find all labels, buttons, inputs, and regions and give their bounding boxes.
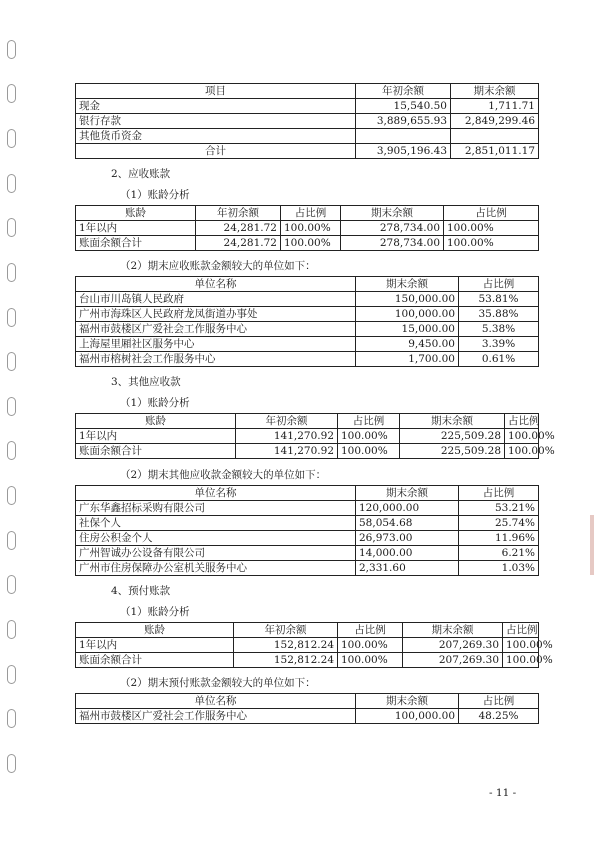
header-cell: 占比例 — [459, 277, 539, 292]
section-heading: 4、预付账款 — [111, 585, 171, 597]
header-cell: 占比例 — [459, 694, 539, 709]
cell: 6.21% — [459, 546, 539, 561]
binder-hole — [7, 575, 16, 594]
cell: 100.00% — [444, 236, 539, 251]
cell: 150,000.00 — [356, 292, 459, 307]
cell: 上海屋里厢社区服务中心 — [76, 337, 356, 352]
cell: 广东华鑫招标采购有限公司 — [76, 501, 356, 516]
cell: 社保个人 — [76, 516, 356, 531]
cell: 100.00% — [444, 221, 539, 236]
cell: 3,889,655.93 — [356, 114, 451, 129]
cell — [451, 129, 539, 144]
table-header-row — [76, 277, 539, 292]
header-cell: 期末余额 — [356, 486, 459, 501]
cell: 14,000.00 — [356, 546, 459, 561]
cell: 其他货币资金 — [76, 129, 356, 144]
document-page — [75, 83, 555, 724]
cell: 24,281.72 — [196, 236, 281, 251]
cell: 58,054.68 — [356, 516, 459, 531]
table-row — [76, 322, 539, 337]
cell: 0.61% — [459, 352, 539, 367]
binder-hole — [7, 441, 16, 460]
binder-hole — [7, 620, 16, 639]
table-row — [76, 444, 539, 459]
header-cell: 期末余额 — [356, 277, 459, 292]
table-row — [76, 501, 539, 516]
cell: 100.00% — [503, 638, 539, 653]
cell: 100.00% — [505, 429, 539, 444]
cell: 广州市住房保障办公室机关服务中心 — [76, 561, 356, 576]
header-cell: 单位名称 — [76, 486, 356, 501]
cell: 141,270.92 — [236, 429, 338, 444]
cell: 152,812.24 — [234, 638, 338, 653]
cell: 25.74% — [459, 516, 539, 531]
table-row — [76, 429, 539, 444]
cell: 225,509.28 — [400, 444, 505, 459]
header-cell: 年初余额 — [234, 623, 338, 638]
cell: 1年以内 — [76, 221, 196, 236]
cell: 278,734.00 — [341, 236, 444, 251]
cell: 100,000.00 — [356, 307, 459, 322]
cash-table — [75, 83, 539, 159]
cell: 合计 — [76, 144, 356, 159]
section-heading: 2、应收账款 — [111, 168, 171, 180]
subsection-heading: （1）账龄分析 — [120, 397, 190, 409]
cell: 1年以内 — [76, 638, 234, 653]
cell: 24,281.72 — [196, 221, 281, 236]
cell: 银行存款 — [76, 114, 356, 129]
table-header-row — [76, 694, 539, 709]
cell: 100,000.00 — [356, 709, 459, 724]
other-receivables-aging-table — [75, 413, 555, 459]
cell: 11.96% — [459, 531, 539, 546]
binder-hole — [7, 218, 16, 237]
binder-hole — [7, 352, 16, 371]
cell: 账面余额合计 — [76, 653, 234, 668]
header-cell: 年初余额 — [196, 206, 281, 221]
table-row — [76, 292, 539, 307]
prepayments-aging-table — [75, 622, 553, 668]
header-cell: 账龄 — [76, 623, 234, 638]
table-row — [76, 561, 539, 576]
section-heading: 3、其他应收款 — [111, 376, 181, 388]
cell: 1,711.71 — [451, 99, 539, 114]
cell: 福州市鼓楼区广爱社会工作服务中心 — [76, 322, 356, 337]
table-header-row — [76, 486, 539, 501]
cell: 15,540.50 — [356, 99, 451, 114]
receivables-units-table — [75, 276, 539, 367]
cell: 台山市川岛镇人民政府 — [76, 292, 356, 307]
cell: 福州市鼓楼区广爱社会工作服务中心 — [76, 709, 356, 724]
cell: 53.81% — [459, 292, 539, 307]
cell: 35.88% — [459, 307, 539, 322]
cell: 100.00% — [338, 444, 400, 459]
cell: 账面余额合计 — [76, 236, 196, 251]
header-cell: 项目 — [76, 84, 356, 99]
header-cell: 期末余额 — [400, 414, 505, 429]
cell: 100.00% — [338, 653, 403, 668]
header-cell: 占比例 — [338, 414, 400, 429]
cell: 广州市海珠区人民政府龙凤街道办事处 — [76, 307, 356, 322]
header-cell: 期末余额 — [356, 694, 459, 709]
prepayments-units-table — [75, 693, 539, 724]
table-row — [76, 546, 539, 561]
table-row — [76, 236, 539, 251]
table-row — [76, 352, 539, 367]
header-cell: 占比例 — [505, 414, 539, 429]
subsection-heading: （2）期末预付账款金额较大的单位如下： — [120, 677, 316, 689]
cell: 26,973.00 — [356, 531, 459, 546]
cell: 100.00% — [505, 444, 539, 459]
header-cell: 期末余额 — [403, 623, 503, 638]
header-cell: 占比例 — [503, 623, 539, 638]
table-header-row — [76, 414, 539, 429]
cell: 100.00% — [503, 653, 539, 668]
table-row — [76, 99, 539, 114]
cell: 225,509.28 — [400, 429, 505, 444]
cell: 1,700.00 — [356, 352, 459, 367]
cell: 100.00% — [338, 429, 400, 444]
binder-hole — [7, 40, 16, 59]
binder-hole — [7, 174, 16, 193]
binder-hole — [7, 397, 16, 416]
table-row — [76, 307, 539, 322]
cell: 3,905,196.43 — [356, 144, 451, 159]
subsection-heading: （1）账龄分析 — [120, 606, 190, 618]
cell: 5.38% — [459, 322, 539, 337]
table-row — [76, 516, 539, 531]
cell: 2,849,299.46 — [451, 114, 539, 129]
binder-hole — [7, 709, 16, 728]
header-cell: 账龄 — [76, 414, 236, 429]
cell: 3.39% — [459, 337, 539, 352]
cell: 1.03% — [459, 561, 539, 576]
table-row — [76, 709, 539, 724]
binder-hole — [7, 129, 16, 148]
table-row — [76, 129, 539, 144]
cell: 278,734.00 — [341, 221, 444, 236]
binder-hole — [7, 754, 16, 773]
header-cell: 占比例 — [338, 623, 403, 638]
binder-hole — [7, 308, 16, 327]
cell: 账面余额合计 — [76, 444, 236, 459]
cell: 152,812.24 — [234, 653, 338, 668]
subsection-heading: （2）期末其他应收款金额较大的单位如下： — [120, 469, 327, 481]
cell: 15,000.00 — [356, 322, 459, 337]
table-header-row — [76, 206, 539, 221]
table-row — [76, 114, 539, 129]
header-cell: 年初余额 — [236, 414, 338, 429]
binder-hole — [7, 486, 16, 505]
header-cell: 期末余额 — [341, 206, 444, 221]
scan-edge-mark — [590, 515, 594, 575]
table-row — [76, 337, 539, 352]
cell: 141,270.92 — [236, 444, 338, 459]
table-header-row — [76, 623, 539, 638]
header-cell: 占比例 — [444, 206, 539, 221]
binder-hole — [7, 263, 16, 282]
cell: 48.25% — [459, 709, 539, 724]
cell — [356, 129, 451, 144]
table-row — [76, 638, 539, 653]
binder-hole — [7, 665, 16, 684]
subsection-heading: （2）期末应收账款金额较大的单位如下： — [120, 260, 316, 272]
header-cell: 占比例 — [459, 486, 539, 501]
cell: 100.00% — [338, 638, 403, 653]
table-row — [76, 221, 539, 236]
header-cell: 账龄 — [76, 206, 196, 221]
header-cell: 单位名称 — [76, 277, 356, 292]
cell: 9,450.00 — [356, 337, 459, 352]
header-cell: 期末余额 — [451, 84, 539, 99]
header-cell: 占比例 — [281, 206, 341, 221]
cell: 2,851,011.17 — [451, 144, 539, 159]
header-cell: 单位名称 — [76, 694, 356, 709]
cell: 100.00% — [281, 221, 341, 236]
cell: 100.00% — [281, 236, 341, 251]
cell: 现金 — [76, 99, 356, 114]
other-receivables-units-table — [75, 485, 539, 576]
cell: 住房公积金个人 — [76, 531, 356, 546]
cell: 120,000.00 — [356, 501, 459, 516]
binder-hole — [7, 84, 16, 103]
cell: 207,269.30 — [403, 653, 503, 668]
table-total-row — [76, 144, 539, 159]
cell: 53.21% — [459, 501, 539, 516]
receivables-aging-table — [75, 205, 539, 251]
header-cell: 年初余额 — [356, 84, 451, 99]
table-header-row — [76, 84, 539, 99]
cell: 广州智诚办公设备有限公司 — [76, 546, 356, 561]
cell: 福州市榕树社会工作服务中心 — [76, 352, 356, 367]
table-row — [76, 653, 539, 668]
subsection-heading: （1）账龄分析 — [120, 189, 190, 201]
table-row — [76, 531, 539, 546]
page-number: - 11 - — [489, 787, 517, 799]
cell: 2,331.60 — [356, 561, 459, 576]
cell: 207,269.30 — [403, 638, 503, 653]
binder-hole — [7, 531, 16, 550]
cell: 1年以内 — [76, 429, 236, 444]
